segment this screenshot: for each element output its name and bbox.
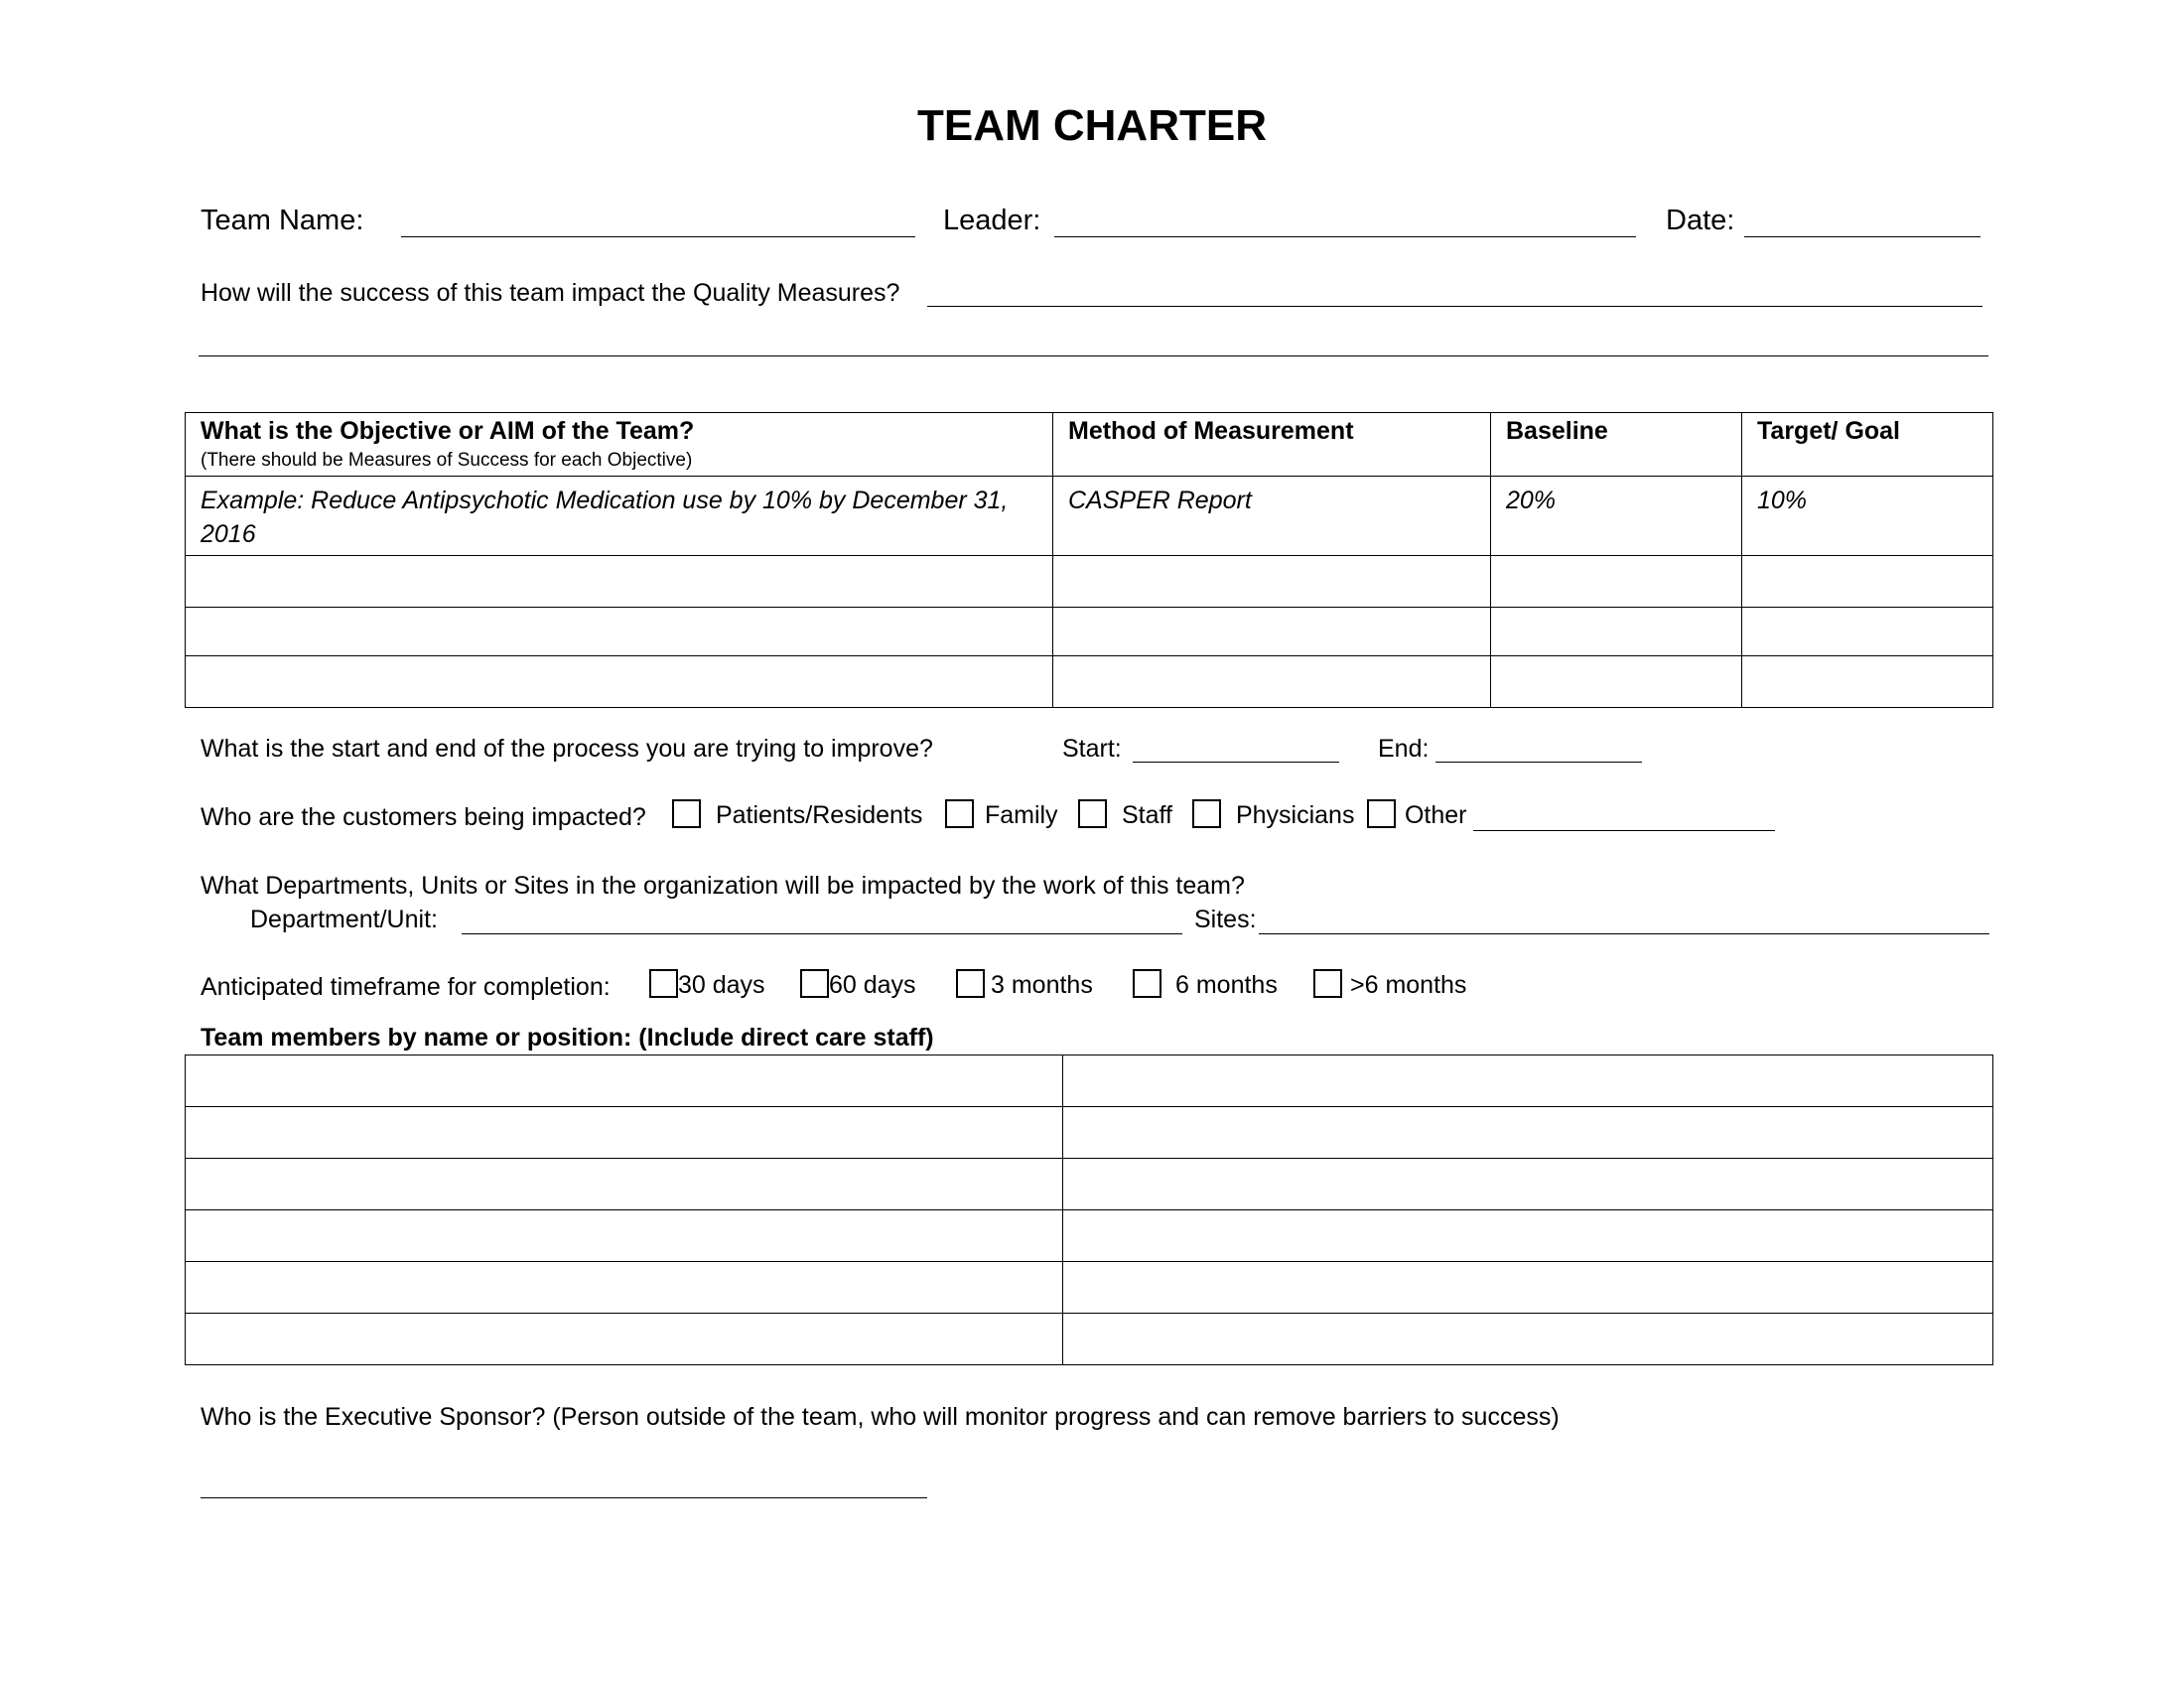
member-row [186, 1055, 1993, 1107]
more-6-months-option-label: >6 months [1350, 971, 1467, 999]
patients-checkbox[interactable] [672, 799, 701, 828]
end-field[interactable] [1435, 762, 1642, 763]
example-baseline: 20% [1491, 477, 1742, 556]
member-cell-right[interactable] [1063, 1210, 1993, 1262]
method-cell[interactable] [1053, 608, 1491, 656]
sites-field[interactable] [1259, 933, 1989, 934]
other-checkbox[interactable] [1367, 799, 1396, 828]
start-field[interactable] [1133, 762, 1339, 763]
department-field[interactable] [462, 933, 1182, 934]
objective-cell[interactable] [186, 656, 1053, 708]
more-6-months-checkbox[interactable] [1313, 969, 1342, 998]
baseline-cell[interactable] [1491, 556, 1742, 608]
30-days-checkbox[interactable] [649, 969, 678, 998]
member-cell-right[interactable] [1063, 1262, 1993, 1314]
member-cell-left[interactable] [186, 1314, 1063, 1365]
process-question: What is the start and end of the process you are trying to improve? [201, 735, 933, 763]
family-option-label: Family [984, 801, 1058, 829]
member-cell-right[interactable] [1063, 1107, 1993, 1159]
60-days-checkbox[interactable] [800, 969, 829, 998]
member-cell-left[interactable] [186, 1159, 1063, 1210]
member-cell-right[interactable] [1063, 1055, 1993, 1107]
method-header: Method of Measurement [1053, 413, 1491, 477]
timeframe-option-6-months[interactable] [1133, 969, 1278, 1000]
objectives-table [185, 412, 1993, 708]
member-cell-right[interactable] [1063, 1314, 1993, 1365]
baseline-cell[interactable] [1491, 608, 1742, 656]
timeframe-option-30-days[interactable] [649, 969, 765, 1000]
objective-cell[interactable] [186, 608, 1053, 656]
timeframe-option-60-days[interactable] [800, 969, 916, 1000]
6-months-option-label: 6 months [1175, 971, 1278, 999]
member-cell-left[interactable] [186, 1107, 1063, 1159]
department-label: Department/Unit: [250, 906, 438, 933]
quality-answer-field[interactable] [927, 306, 1982, 307]
physicians-checkbox[interactable] [1192, 799, 1221, 828]
target-cell[interactable] [1742, 656, 1993, 708]
member-row [186, 1210, 1993, 1262]
baseline-header: Baseline [1491, 413, 1742, 477]
objective-row [186, 608, 1993, 656]
example-method: CASPER Report [1053, 477, 1491, 556]
date-field[interactable] [1744, 236, 1980, 237]
member-row [186, 1262, 1993, 1314]
customer-option-family[interactable] [945, 799, 1058, 830]
objective-cell[interactable] [186, 556, 1053, 608]
sponsor-question: Who is the Executive Sponsor? (Person outside of the team, who will monitor progress and can remove barriers to success) [201, 1403, 1560, 1431]
sites-label: Sites: [1194, 906, 1257, 933]
sponsor-field[interactable] [201, 1497, 927, 1498]
objective-row [186, 556, 1993, 608]
staff-option-label: Staff [1121, 801, 1172, 829]
page-title: TEAM CHARTER [917, 101, 1267, 150]
member-cell-left[interactable] [186, 1210, 1063, 1262]
method-cell[interactable] [1053, 556, 1491, 608]
target-header: Target/ Goal [1742, 413, 1993, 477]
team-name-label: Team Name: [201, 205, 364, 236]
customers-question: Who are the customers being impacted? [201, 803, 646, 831]
leader-field[interactable] [1054, 236, 1636, 237]
member-row [186, 1314, 1993, 1365]
objective-header-text: What is the Objective or AIM of the Team? [201, 417, 695, 445]
member-cell-left[interactable] [186, 1262, 1063, 1314]
patients-option-label: Patients/Residents [715, 801, 923, 829]
timeframe-option-3-months[interactable] [956, 969, 1093, 1000]
customer-option-physicians[interactable] [1192, 799, 1354, 830]
team-name-field[interactable] [401, 236, 915, 237]
objective-header [186, 413, 1053, 477]
example-objective: Example: Reduce Antipsychotic Medication use by 10% by December 31, 2016 [186, 477, 1053, 556]
date-label: Date: [1666, 205, 1735, 236]
members-table [185, 1055, 1993, 1365]
customer-option-patients[interactable] [672, 799, 922, 830]
6-months-checkbox[interactable] [1133, 969, 1161, 998]
leader-label: Leader: [943, 205, 1041, 236]
quality-question: How will the success of this team impact the Quality Measures? [201, 279, 900, 307]
baseline-cell[interactable] [1491, 656, 1742, 708]
member-cell-left[interactable] [186, 1055, 1063, 1107]
timeframe-label: Anticipated timeframe for completion: [201, 973, 611, 1001]
start-label: Start: [1062, 735, 1122, 763]
timeframe-option-more-6-months[interactable] [1313, 969, 1466, 1000]
end-label: End: [1378, 735, 1430, 763]
other-option-label: Other [1404, 801, 1467, 829]
objective-row [186, 656, 1993, 708]
staff-checkbox[interactable] [1078, 799, 1107, 828]
other-field[interactable] [1473, 830, 1775, 831]
3-months-option-label: 3 months [991, 971, 1093, 999]
member-cell-right[interactable] [1063, 1159, 1993, 1210]
objectives-header-row [186, 413, 1993, 477]
physicians-option-label: Physicians [1235, 801, 1355, 829]
60-days-option-label: 60 days [829, 971, 916, 999]
members-label: Team members by name or position: (Include direct care staff) [201, 1024, 934, 1052]
method-cell[interactable] [1053, 656, 1491, 708]
member-row [186, 1107, 1993, 1159]
customer-option-other[interactable] [1367, 799, 1466, 830]
3-months-checkbox[interactable] [956, 969, 985, 998]
quality-answer-field-2[interactable] [199, 355, 1988, 356]
target-cell[interactable] [1742, 608, 1993, 656]
example-row [186, 477, 1993, 556]
customer-option-staff[interactable] [1078, 799, 1172, 830]
example-target: 10% [1742, 477, 1993, 556]
objective-header-note: (There should be Measures of Success for each Objective) [201, 450, 693, 471]
family-checkbox[interactable] [945, 799, 974, 828]
departments-question: What Departments, Units or Sites in the organization will be impacted by the work of this team? [201, 872, 1245, 900]
member-row [186, 1159, 1993, 1210]
target-cell[interactable] [1742, 556, 1993, 608]
30-days-option-label: 30 days [678, 971, 765, 999]
